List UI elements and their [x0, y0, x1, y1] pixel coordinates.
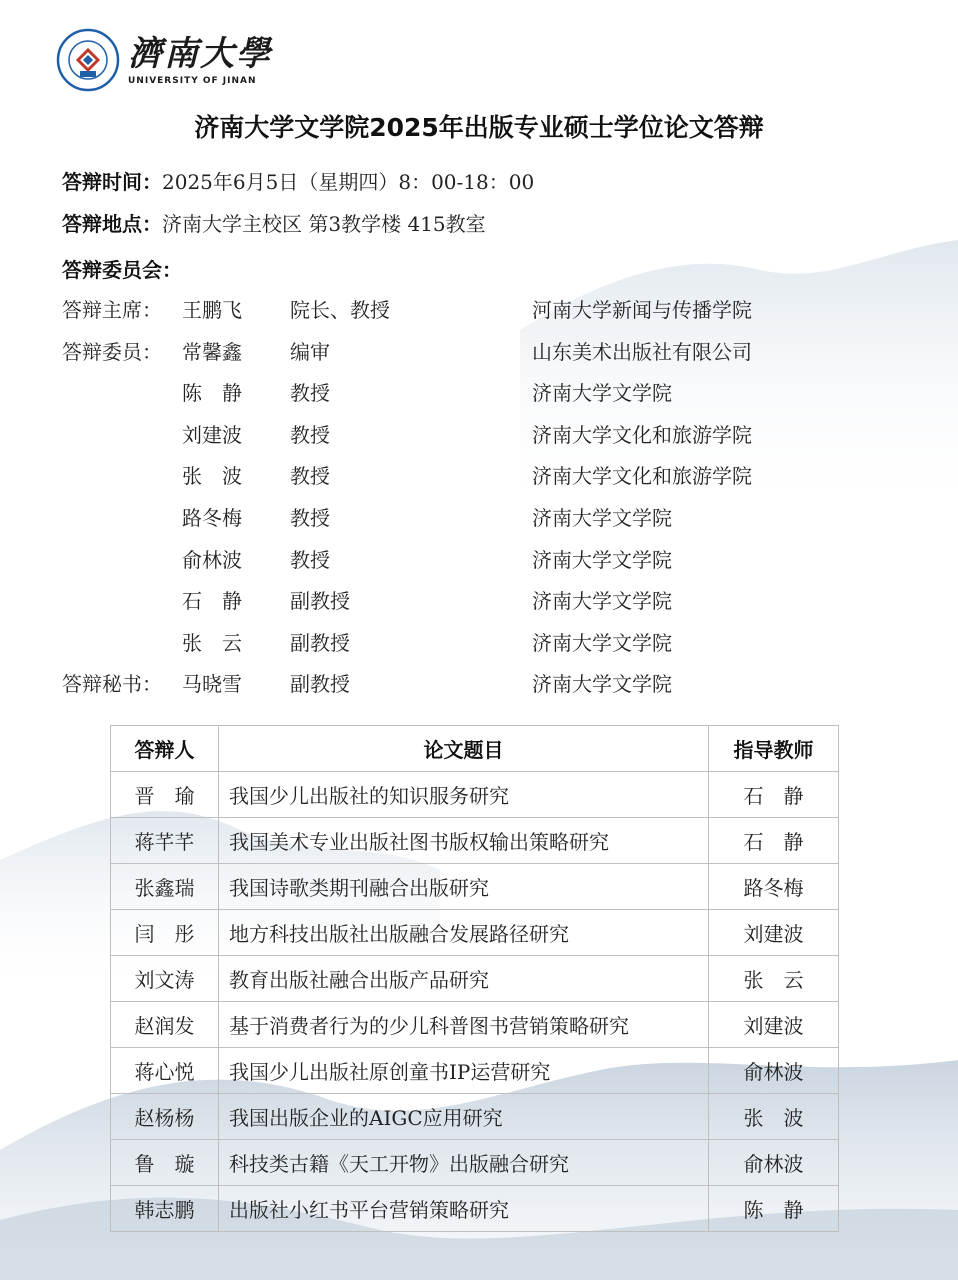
committee-name: 路冬梅 — [182, 505, 242, 530]
defense-place — [62, 208, 486, 237]
committee-name: 张 云 — [182, 630, 242, 655]
topic-cell: 我国少儿出版社的知识服务研究 — [219, 772, 709, 818]
student-cell: 刘文涛 — [111, 956, 219, 1002]
committee-role: 答辩委员： — [62, 339, 162, 364]
committee-name: 常馨鑫 — [182, 339, 242, 364]
table-row — [111, 1094, 839, 1140]
header-student: 答辩人 — [111, 726, 219, 772]
committee-label: 答辩委员会： — [62, 258, 182, 282]
advisor-cell: 俞林波 — [709, 1048, 839, 1094]
committee-row — [62, 581, 902, 623]
topic-cell: 我国少儿出版社原创童书IP运营研究 — [219, 1048, 709, 1094]
committee-row — [62, 290, 902, 332]
topic-cell: 基于消费者行为的少儿科普图书营销策略研究 — [219, 1002, 709, 1048]
advisor-cell: 石 静 — [709, 772, 839, 818]
table-row — [111, 910, 839, 956]
committee-row — [62, 456, 902, 498]
table-row — [111, 1186, 839, 1232]
student-cell: 晋 瑜 — [111, 772, 219, 818]
header-advisor: 指导教师 — [709, 726, 839, 772]
topic-cell: 地方科技出版社出版融合发展路径研究 — [219, 910, 709, 956]
table-header-row — [111, 726, 839, 772]
committee-name: 马晓雪 — [182, 672, 242, 697]
committee-title: 编审 — [290, 339, 330, 364]
committee-row — [62, 415, 902, 457]
committee-unit: 济南大学文学院 — [532, 630, 672, 655]
committee-title: 副教授 — [290, 589, 350, 614]
committee-name: 张 波 — [182, 464, 242, 489]
student-cell: 蒋芊芊 — [111, 818, 219, 864]
table-row — [111, 864, 839, 910]
table-row — [111, 818, 839, 864]
student-cell: 蒋心悦 — [111, 1048, 219, 1094]
advisor-cell: 石 静 — [709, 818, 839, 864]
advisor-cell: 刘建波 — [709, 910, 839, 956]
advisor-cell: 陈 静 — [709, 1186, 839, 1232]
advisor-cell: 刘建波 — [709, 1002, 839, 1048]
university-name-cn: 濟南大學 — [128, 34, 272, 74]
university-name-en: UNIVERSITY OF JINAN — [128, 76, 257, 86]
defense-time-label: 答辩时间： — [62, 170, 162, 194]
committee-title: 教授 — [290, 381, 330, 406]
committee-unit: 济南大学文学院 — [532, 589, 672, 614]
header-topic: 论文题目 — [219, 726, 709, 772]
university-seal-logo — [56, 28, 120, 92]
topic-cell: 我国出版企业的AIGC应用研究 — [219, 1094, 709, 1140]
committee-role: 答辩主席： — [62, 298, 162, 322]
topic-cell: 科技类古籍《天工开物》出版融合研究 — [219, 1140, 709, 1186]
committee-name: 刘建波 — [182, 422, 242, 447]
page-title: 济南大学文学院2025年出版专业硕士学位论文答辩 — [194, 113, 764, 142]
advisor-cell: 张 云 — [709, 956, 839, 1002]
committee-title: 教授 — [290, 464, 330, 489]
defense-time-value: 2025年6月5日（星期四）8：00-18：00 — [162, 170, 535, 194]
thesis-table — [110, 725, 839, 1232]
advisor-cell: 张 波 — [709, 1094, 839, 1140]
committee-row — [62, 664, 902, 706]
committee-title: 教授 — [290, 505, 330, 530]
committee-title: 副教授 — [290, 630, 350, 655]
student-cell: 赵润发 — [111, 1002, 219, 1048]
table-row — [111, 1140, 839, 1186]
committee-row — [62, 332, 902, 374]
committee-row — [62, 540, 902, 582]
committee-unit: 济南大学文学院 — [532, 672, 672, 697]
committee-unit: 山东美术出版社有限公司 — [532, 339, 752, 364]
committee-name: 俞林波 — [182, 547, 242, 572]
committee-unit: 济南大学文化和旅游学院 — [532, 464, 752, 489]
advisor-cell: 俞林波 — [709, 1140, 839, 1186]
advisor-cell: 路冬梅 — [709, 864, 839, 910]
committee-unit: 济南大学文学院 — [532, 381, 672, 406]
defense-place-value: 济南大学主校区 第3教学楼 415教室 — [162, 212, 486, 236]
committee-title: 教授 — [290, 422, 330, 447]
student-cell: 闫 彤 — [111, 910, 219, 956]
table-row — [111, 956, 839, 1002]
defense-time — [62, 166, 534, 195]
committee-row — [62, 373, 902, 415]
student-cell: 张鑫瑞 — [111, 864, 219, 910]
student-cell: 韩志鹏 — [111, 1186, 219, 1232]
topic-cell: 我国美术专业出版社图书版权输出策略研究 — [219, 818, 709, 864]
committee-row — [62, 498, 902, 540]
committee-row — [62, 623, 902, 665]
table-row — [111, 772, 839, 818]
committee-name: 陈 静 — [182, 381, 242, 406]
table-row — [111, 1048, 839, 1094]
topic-cell: 出版社小红书平台营销策略研究 — [219, 1186, 709, 1232]
committee-name: 石 静 — [182, 589, 242, 614]
committee-name: 王鹏飞 — [182, 298, 242, 322]
committee-list — [62, 290, 902, 706]
committee-unit: 河南大学新闻与传播学院 — [532, 298, 752, 322]
student-cell: 鲁 璇 — [111, 1140, 219, 1186]
student-cell: 赵杨杨 — [111, 1094, 219, 1140]
committee-unit: 济南大学文化和旅游学院 — [532, 422, 752, 447]
committee-unit: 济南大学文学院 — [532, 505, 672, 530]
defense-place-label: 答辩地点： — [62, 212, 162, 236]
committee-heading — [62, 254, 182, 283]
university-header — [56, 28, 272, 92]
topic-cell: 我国诗歌类期刊融合出版研究 — [219, 864, 709, 910]
committee-title: 院长、教授 — [290, 298, 390, 322]
table-row — [111, 1002, 839, 1048]
committee-role: 答辩秘书： — [62, 672, 162, 697]
committee-unit: 济南大学文学院 — [532, 547, 672, 572]
topic-cell: 教育出版社融合出版产品研究 — [219, 956, 709, 1002]
committee-title: 教授 — [290, 547, 330, 572]
committee-title: 副教授 — [290, 672, 350, 697]
